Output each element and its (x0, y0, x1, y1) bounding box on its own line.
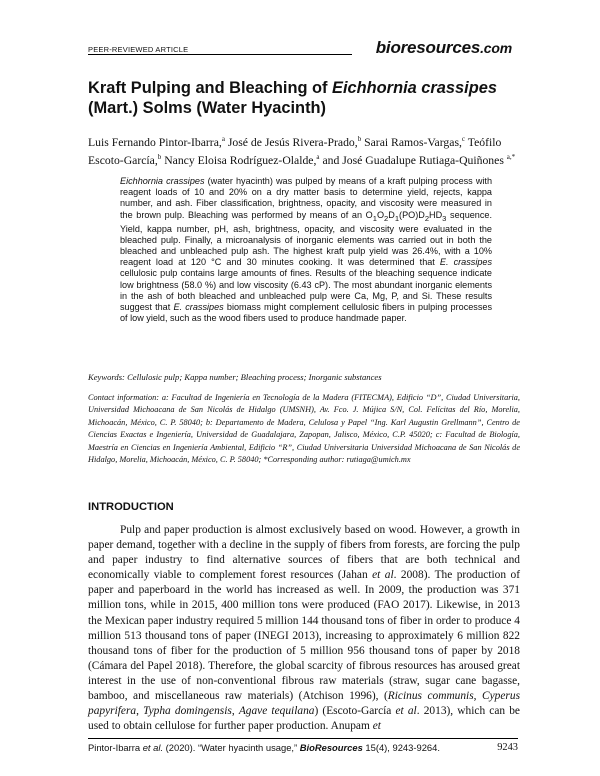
body-text: . 2008). The production of paper and paperboard in the world has increased as well. In 2009, the production was 371 million tons, while in 2015, 400 million tons were produced (FAO 2017). Likewise, in 2013 the Mexican paper industry required 5 million 144 thousand tons of fiber in order to produce 4 million 513 thousand tons of paper (INEGI 2013), increasing to approximately 6 million 822 thousand tons of fiber for the production of 5 million 956 thousand tons of paper by 2018 (Cámara del Papel 2018). Therefore, the global scarcity of fibrous resources has aroused great interest in the use of non-conventional fibrous raw materials (straw, sugar cane bagasse, bamboo, and miscellaneous raw materials) (Atchison 1996), ( (88, 569, 520, 703)
affiliation-mark: b (357, 135, 362, 143)
citation-text: (2020). “Water hyacinth usage,” (163, 742, 300, 753)
body-text: , (136, 705, 144, 718)
title-part: Kraft Pulping and Bleaching of (88, 79, 333, 97)
abstract (120, 176, 492, 324)
sequence-subscript: 2 (424, 213, 430, 223)
introduction-paragraph (88, 523, 520, 734)
species-name: Eichhornia crassipes (120, 176, 205, 186)
sequence-subscript: 2 (384, 213, 389, 223)
body-text: , (473, 690, 483, 703)
affiliation-mark: a (221, 135, 225, 143)
page-header (88, 36, 512, 58)
abstract-text: biomass might complement cellulosic fibers in pulping processes of low yield, such as the wood fibers used to produce handmade paper. (120, 302, 492, 324)
page-number: 9243 (497, 742, 518, 753)
title-species: Eichhornia crassipes (332, 79, 497, 97)
citation-journal: BioResources (299, 742, 363, 753)
article-title (88, 78, 518, 118)
body-text: ) (Escoto-García (314, 705, 396, 718)
author-name: Luis Fernando Pintor-Ibarra, (88, 135, 222, 149)
species-name: Typha domingensis (143, 705, 232, 718)
author-name: Nancy Eloisa Rodríguez-Olalde, (161, 153, 317, 167)
species-name: E. crassipes (439, 257, 493, 268)
species-name: Ricinus communis (387, 690, 474, 703)
header-rule (88, 54, 352, 55)
citation-etal: et al (372, 569, 394, 582)
journal-domain: .com (480, 40, 512, 56)
abstract-text: HD (429, 209, 443, 220)
article-type-label: PEER-REVIEWED ARTICLE (88, 45, 189, 54)
sequence-subscript: 1 (394, 213, 400, 223)
abstract-text: (water hyacinth) was pulped by means of a kraft pulping process with reagent loads of 10 and 20% on a dry matter basis to determine yield, rejects, kappa number, and ash. Fiber classification, brightness, opacity, and viscosity were measured in the brown pulp. Bleaching was performed by means of an O (120, 176, 493, 220)
journal-name: bioresources (375, 38, 481, 57)
author-list (88, 132, 520, 168)
body-text: . 2013), which can be used to obtain cellulose for further paper production. Anupam (88, 705, 520, 733)
species-name: Agave tequilana (238, 705, 315, 718)
sequence-subscript: 3 (442, 213, 447, 223)
title-part: (Mart.) Solms (Water Hyacinth) (88, 99, 326, 117)
author-name: Sarai Ramos-Vargas, (361, 135, 462, 149)
section-heading: INTRODUCTION (88, 501, 174, 513)
footer-citation (88, 742, 440, 753)
author-name: José de Jesús Rivera-Prado, (224, 135, 358, 149)
citation-etal: et al (395, 705, 417, 718)
citation-etal: et al. (142, 742, 164, 753)
affiliation-mark: c (461, 135, 466, 143)
species-name: Cyperus papyrifera (88, 690, 520, 718)
author-name: Teófilo Escoto-García, (88, 135, 502, 167)
abstract-text: cellulosic pulp contains large amounts of fines. Results of the bleaching sequence indicate low brightness (58.0 %) and low viscosity (6.43 cP). The most abundant inorganic elements in the ash of both bleached and unbleached pulp were Ca, Mg, P, and Si. These results suggest that (120, 268, 492, 313)
citation-etal: et (372, 720, 381, 733)
body-text: , (231, 705, 239, 718)
abstract-text: sequence. Yield, kappa number, pH, ash, brightness, opacity, and viscosity were evaluated in the bleached pulp. Finally, a microanalysis of inorganic elements was carried out in both the bleached and unbleached pulp ash. The highest kraft pulp yield was 26.4%, with a 10% reagent load at 120 °C and 30 minutes cooking. It was determined that (120, 209, 492, 268)
citation-text: 15(4), 9243-9264. (362, 742, 440, 753)
journal-logo[interactable] (376, 38, 512, 58)
abstract-text: (PO)D (399, 209, 425, 220)
contact-information: Contact information: a: Facultad de Ingeniería en Tecnología de la Madera (FITECMA), Edificio “D”, Ciudad Universitaria, Universidad Michoacana de San Nicolás de Hidalgo (UMSNH), Av. Fco. J. Mújica S/N, Col. Felícitas del Río, Morelia, Michoacán, México, C. P. 58040; b: Departamento de Madera, Celulosa y Papel “Ing. Karl Augustin Grellmann”, Centro de Ciencias Exactas e Ingeniería, Universidad de Guadalajara, Zapopan, Jalisco, México, C.P. 45020; c: Facultad de Biología, Maestría en Ciencias en Ingeniería Ambiental, Edificio “R”, Ciudad Universitaria Universidad Michoacana de San Nicolás de Hidalgo, Morelia, Michoacán, México, C. P. 58040; *Corresponding author: rutiaga@umich.mx (88, 393, 520, 465)
keywords: Keywords: Cellulosic pulp; Kappa number; Bleaching process; Inorganic substances (88, 372, 382, 382)
affiliation-mark: a,* (506, 153, 516, 162)
abstract-text: O (376, 209, 385, 220)
page-footer (88, 738, 518, 755)
body-text: Pulp and paper production is almost exclusively based on wood. However, a growth in paper demand, together with a decline in the supply of fibers from forests, are forcing the pulp and paper industry to find alternative sources of fibers that are both technical and economically viable to complement forest resources (Jahan (88, 524, 520, 582)
species-name: E. crassipes (173, 302, 224, 313)
abstract-text: D (388, 209, 395, 220)
author-name: and José Guadalupe Rutiaga-Quiñones (319, 153, 507, 167)
sequence-subscript: 1 (372, 213, 377, 223)
affiliation-mark: a (316, 153, 320, 162)
affiliation-mark: b (157, 153, 162, 162)
citation-text: Pintor-Ibarra (88, 742, 143, 753)
